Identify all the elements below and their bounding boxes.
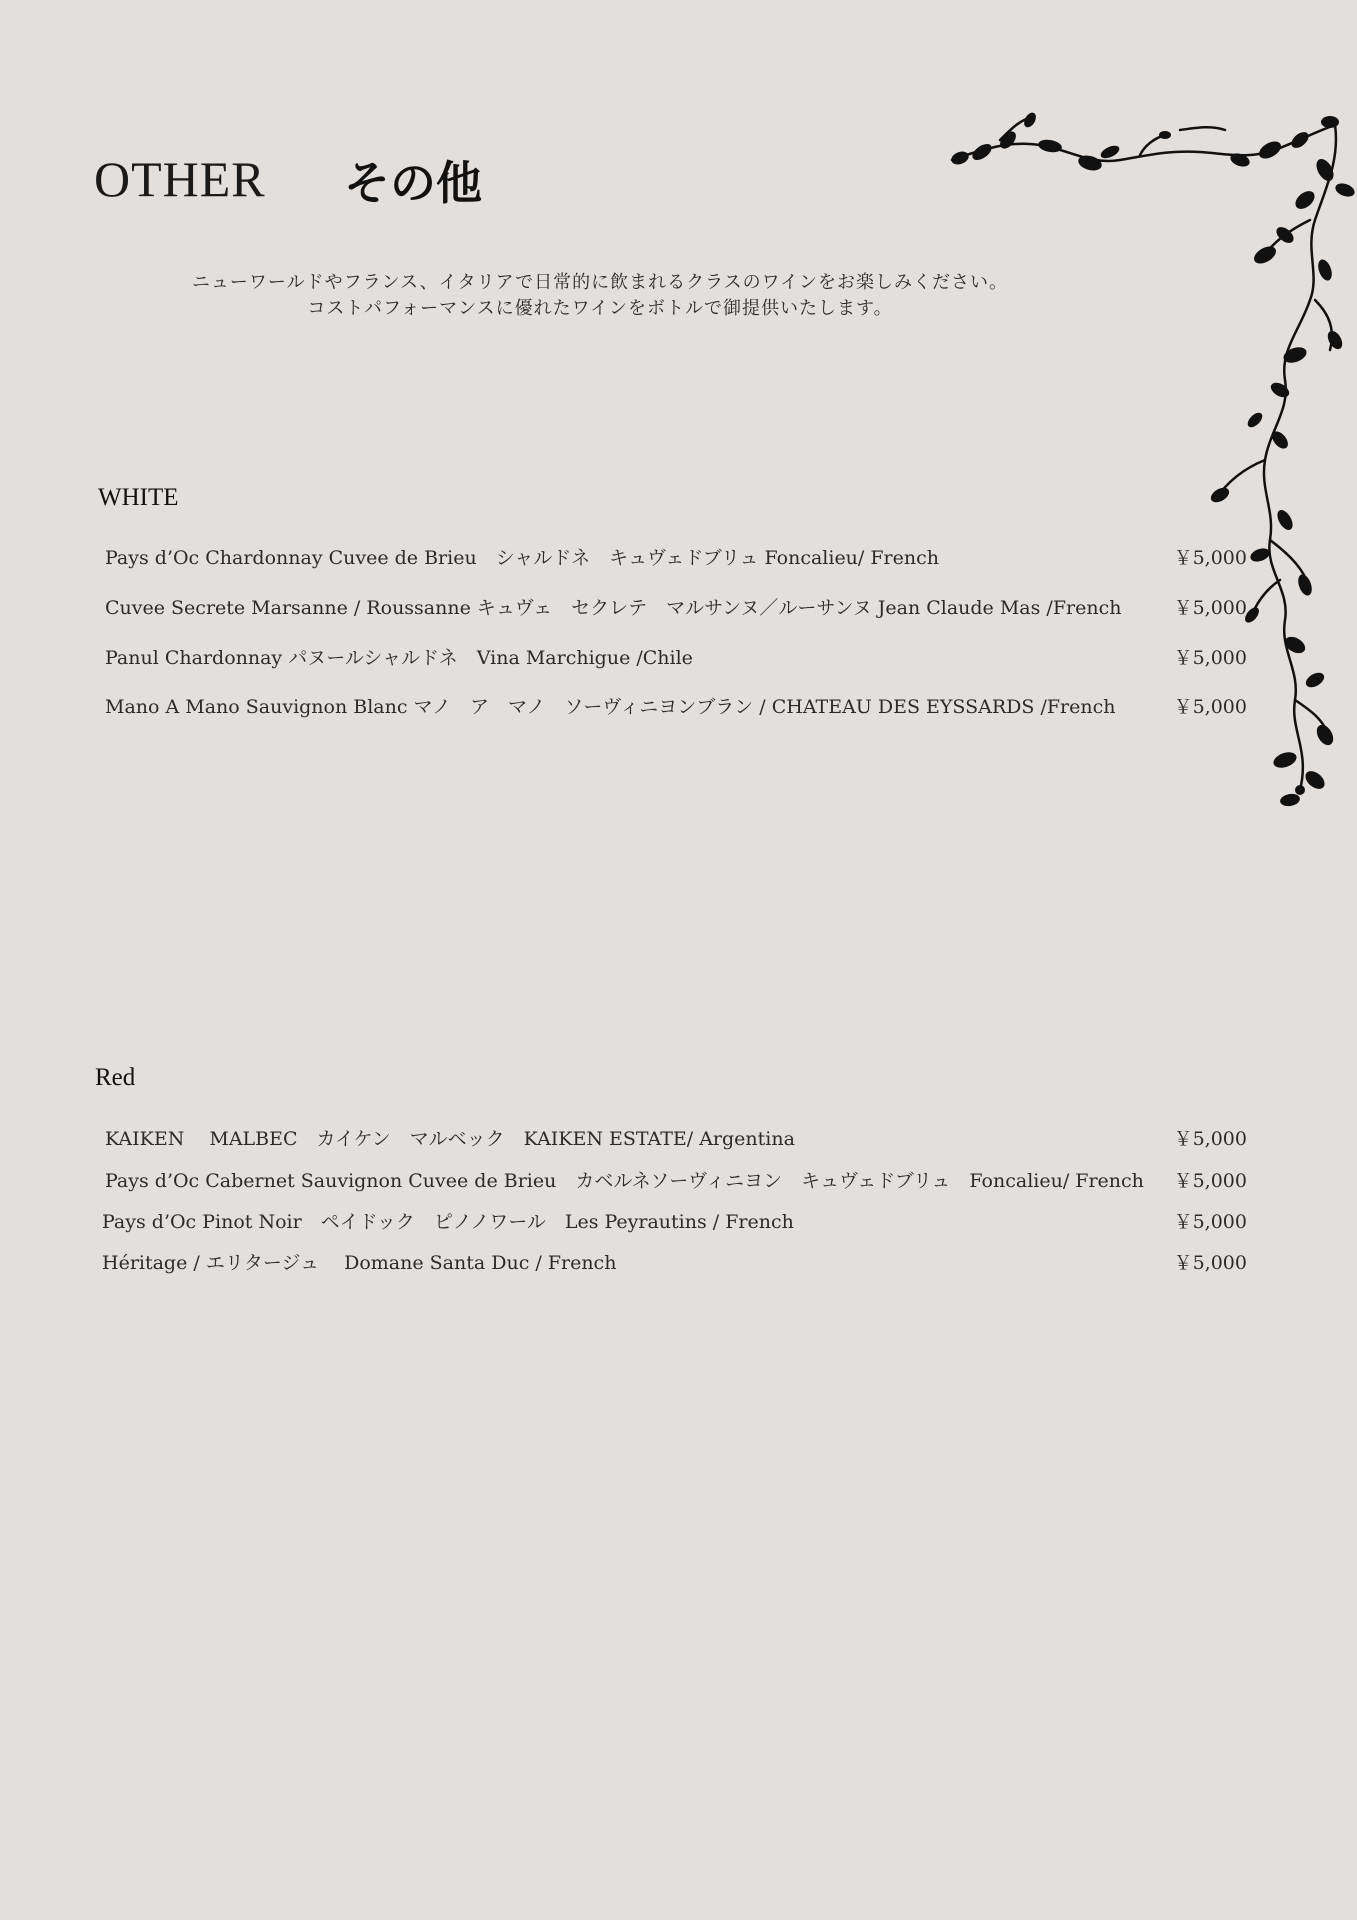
section-heading-white: WHITE [98, 484, 179, 511]
wine-price: ￥5,000 [1173, 597, 1247, 619]
list-item [0, 1207, 1357, 1237]
wine-name: Panul Chardonnay パヌールシャルドネ Vina Marchigue /Chile [105, 647, 693, 669]
list-item [0, 1124, 1357, 1154]
intro-line-1: ニューワールドやフランス、イタリアで日常的に飲まれるクラスのワインをお楽しみください。 [191, 272, 1009, 293]
wine-name: Pays d’Oc Pinot Noir ペイドック ピノノワール Les Peyrautins / French [102, 1211, 794, 1233]
list-item [0, 1248, 1357, 1278]
intro-text [150, 270, 1050, 322]
page-title-jp: その他 [344, 156, 482, 210]
section-heading-red: Red [95, 1064, 136, 1091]
wine-price: ￥5,000 [1173, 1211, 1247, 1233]
wine-name: Héritage / エリタージュ Domane Santa Duc / French [102, 1252, 617, 1274]
wine-price: ￥5,000 [1173, 647, 1247, 669]
list-item [0, 692, 1357, 722]
intro-line-2: コストパフォーマンスに優れたワインをボトルで御提供いたします。 [307, 298, 893, 319]
wine-price: ￥5,000 [1173, 547, 1247, 569]
list-item [0, 1166, 1357, 1196]
list-item [0, 593, 1357, 623]
wine-price: ￥5,000 [1173, 1252, 1247, 1274]
list-item [0, 643, 1357, 673]
wine-price: ￥5,000 [1173, 696, 1247, 718]
wine-price: ￥5,000 [1173, 1128, 1247, 1150]
wine-name: Pays d’Oc Chardonnay Cuvee de Brieu シャルドネ キュヴェドブリュ Foncalieu/ French [105, 547, 939, 569]
wine-name: KAIKEN MALBEC カイケン マルベック KAIKEN ESTATE/ Argentina [105, 1128, 795, 1150]
list-item [0, 543, 1357, 573]
wine-name: Pays d’Oc Cabernet Sauvignon Cuvee de Brieu カベルネソーヴィニヨン キュヴェドブリュ Foncalieu/ French [105, 1170, 1144, 1192]
wine-name: Mano A Mano Sauvignon Blanc マノ ア マノ ソーヴィニヨンブラン / CHATEAU DES EYSSARDS /French [105, 696, 1116, 718]
wine-price: ￥5,000 [1173, 1170, 1247, 1192]
wine-name: Cuvee Secrete Marsanne / Roussanne キュヴェ セクレテ マルサンヌ／ルーサンヌ Jean Claude Mas /French [105, 597, 1122, 619]
page-title-en: OTHER [94, 151, 266, 207]
